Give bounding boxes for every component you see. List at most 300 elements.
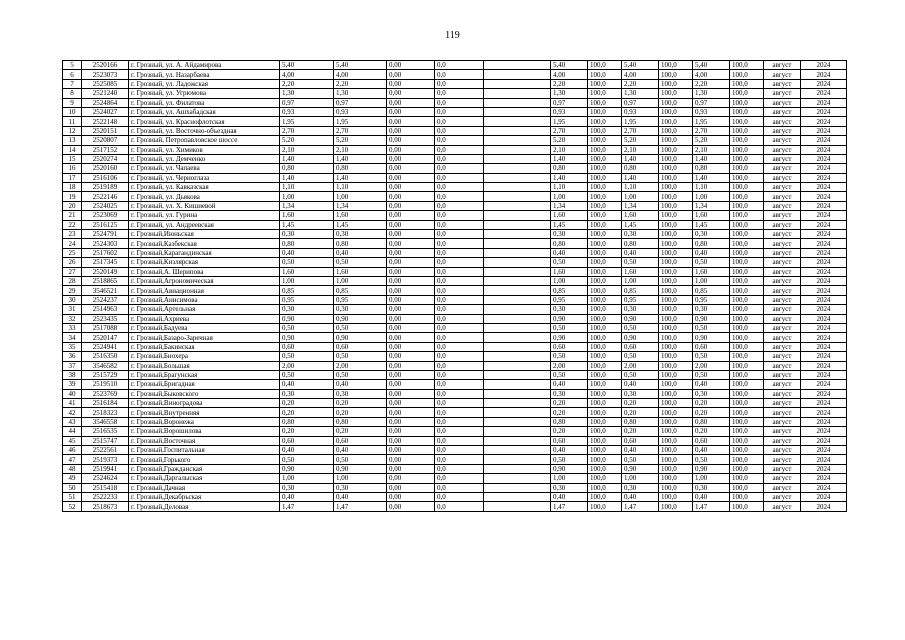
deficit-length-cell: 0,00 xyxy=(387,408,435,417)
final-percent-cell: 100,0 xyxy=(730,211,764,220)
final-percent-cell: 100,0 xyxy=(730,342,764,351)
normative-length-cell: 0,50 xyxy=(622,370,659,379)
compliant-percent-cell: 100,0 xyxy=(588,173,622,182)
deficit-percent-cell: 0,0 xyxy=(435,220,484,229)
road-code-cell: 2516106 xyxy=(82,173,129,182)
month-cell: август xyxy=(764,239,801,248)
normative-percent-cell: 100,0 xyxy=(659,220,693,229)
row-number-cell: 34 xyxy=(63,333,82,342)
address-cell: г. Грозный,Анисимова xyxy=(129,295,280,304)
address-cell: г. Грозный, ул. Филатова xyxy=(129,98,280,107)
length-cell: 0,60 xyxy=(334,342,387,351)
normative-percent-cell: 100,0 xyxy=(659,70,693,79)
empty-cell xyxy=(484,323,551,332)
final-length-cell: 0,80 xyxy=(693,164,730,173)
year-cell: 2024 xyxy=(801,79,847,88)
normative-percent-cell: 100,0 xyxy=(659,79,693,88)
year-cell: 2024 xyxy=(801,183,847,192)
deficit-length-cell: 0,00 xyxy=(387,107,435,116)
normative-length-cell: 4,00 xyxy=(622,70,659,79)
compliant-length-cell: 0,30 xyxy=(551,483,588,492)
final-length-cell: 0,50 xyxy=(693,370,730,379)
empty-cell xyxy=(484,342,551,351)
road-code-cell: 2523073 xyxy=(82,70,129,79)
year-cell: 2024 xyxy=(801,446,847,455)
deficit-percent-cell: 0,0 xyxy=(435,117,484,126)
normative-length-cell: 0,40 xyxy=(622,248,659,257)
row-number-cell: 51 xyxy=(63,492,82,501)
normative-length-cell: 1,47 xyxy=(622,502,659,511)
empty-cell xyxy=(484,145,551,154)
deficit-length-cell: 0,00 xyxy=(387,79,435,88)
table-row xyxy=(63,117,847,126)
final-length-cell: 0,20 xyxy=(693,427,730,436)
row-number-cell: 32 xyxy=(63,314,82,323)
compliant-length-cell: 0,20 xyxy=(551,408,588,417)
table-row xyxy=(63,145,847,154)
road-code-cell: 2521240 xyxy=(82,89,129,98)
empty-cell xyxy=(484,173,551,182)
normative-percent-cell: 100,0 xyxy=(659,502,693,511)
empty-cell xyxy=(484,305,551,314)
road-code-cell: 2523435 xyxy=(82,314,129,323)
compliant-percent-cell: 100,0 xyxy=(588,126,622,135)
compliant-percent-cell: 100,0 xyxy=(588,89,622,98)
normative-length-cell: 1,00 xyxy=(622,192,659,201)
month-cell: август xyxy=(764,136,801,145)
length-cell: 1,00 xyxy=(334,474,387,483)
table-row xyxy=(63,201,847,210)
year-cell: 2024 xyxy=(801,154,847,163)
table-row xyxy=(63,408,847,417)
compliant-percent-cell: 100,0 xyxy=(588,361,622,370)
deficit-length-cell: 0,00 xyxy=(387,154,435,163)
address-cell: г. Грозный,Бакинская xyxy=(129,342,280,351)
month-cell: август xyxy=(764,352,801,361)
total-length-cell: 0,97 xyxy=(280,98,334,107)
final-length-cell: 0,80 xyxy=(693,417,730,426)
compliant-percent-cell: 100,0 xyxy=(588,474,622,483)
normative-length-cell: 0,85 xyxy=(622,286,659,295)
empty-cell xyxy=(484,267,551,276)
normative-percent-cell: 100,0 xyxy=(659,427,693,436)
year-cell: 2024 xyxy=(801,417,847,426)
road-code-cell: 2517602 xyxy=(82,248,129,257)
final-percent-cell: 100,0 xyxy=(730,230,764,239)
final-length-cell: 5,20 xyxy=(693,136,730,145)
address-cell: г. Грозный, ул. Угрюмова xyxy=(129,89,280,98)
total-length-cell: 1,40 xyxy=(280,173,334,182)
compliant-percent-cell: 100,0 xyxy=(588,239,622,248)
address-cell: г. Грозный,Артельная xyxy=(129,305,280,314)
compliant-length-cell: 0,20 xyxy=(551,399,588,408)
normative-percent-cell: 100,0 xyxy=(659,267,693,276)
year-cell: 2024 xyxy=(801,380,847,389)
normative-percent-cell: 100,0 xyxy=(659,295,693,304)
month-cell: август xyxy=(764,145,801,154)
compliant-percent-cell: 100,0 xyxy=(588,446,622,455)
compliant-length-cell: 1,00 xyxy=(551,474,588,483)
final-length-cell: 0,30 xyxy=(693,483,730,492)
row-number-cell: 40 xyxy=(63,389,82,398)
normative-percent-cell: 100,0 xyxy=(659,446,693,455)
total-length-cell: 0,40 xyxy=(280,248,334,257)
address-cell: г. Грозный,Внутренняя xyxy=(129,408,280,417)
deficit-length-cell: 0,00 xyxy=(387,145,435,154)
compliant-percent-cell: 100,0 xyxy=(588,333,622,342)
month-cell: август xyxy=(764,502,801,511)
deficit-percent-cell: 0,0 xyxy=(435,417,484,426)
address-cell: г. Грозный,Декабрьская xyxy=(129,492,280,501)
length-cell: 0,30 xyxy=(334,305,387,314)
normative-length-cell: 0,20 xyxy=(622,408,659,417)
length-cell: 0,50 xyxy=(334,370,387,379)
compliant-length-cell: 0,90 xyxy=(551,333,588,342)
deficit-length-cell: 0,00 xyxy=(387,211,435,220)
address-cell: г. Грозный,Ахриева xyxy=(129,314,280,323)
month-cell: август xyxy=(764,295,801,304)
compliant-percent-cell: 100,0 xyxy=(588,502,622,511)
address-cell: г. Грозный,Горького xyxy=(129,455,280,464)
compliant-length-cell: 0,30 xyxy=(551,389,588,398)
address-cell: г. Грозный, ул. Назарбаева xyxy=(129,70,280,79)
final-length-cell: 0,90 xyxy=(693,464,730,473)
compliant-percent-cell: 100,0 xyxy=(588,164,622,173)
row-number-cell: 18 xyxy=(63,183,82,192)
deficit-percent-cell: 0,0 xyxy=(435,211,484,220)
row-number-cell: 25 xyxy=(63,248,82,257)
table-row xyxy=(63,361,847,370)
total-length-cell: 0,50 xyxy=(280,323,334,332)
month-cell: август xyxy=(764,446,801,455)
total-length-cell: 1,40 xyxy=(280,154,334,163)
row-number-cell: 35 xyxy=(63,342,82,351)
deficit-percent-cell: 0,0 xyxy=(435,192,484,201)
table-row xyxy=(63,492,847,501)
normative-percent-cell: 100,0 xyxy=(659,474,693,483)
normative-percent-cell: 100,0 xyxy=(659,483,693,492)
normative-percent-cell: 100,0 xyxy=(659,380,693,389)
table-row xyxy=(63,267,847,276)
empty-cell xyxy=(484,239,551,248)
length-cell: 1,34 xyxy=(334,201,387,210)
month-cell: август xyxy=(764,154,801,163)
road-code-cell: 2519510 xyxy=(82,380,129,389)
year-cell: 2024 xyxy=(801,164,847,173)
deficit-percent-cell: 0,0 xyxy=(435,314,484,323)
deficit-length-cell: 0,00 xyxy=(387,276,435,285)
deficit-length-cell: 0,00 xyxy=(387,201,435,210)
final-percent-cell: 100,0 xyxy=(730,474,764,483)
normative-percent-cell: 100,0 xyxy=(659,192,693,201)
compliant-percent-cell: 100,0 xyxy=(588,286,622,295)
row-number-cell: 33 xyxy=(63,323,82,332)
row-number-cell: 11 xyxy=(63,117,82,126)
normative-percent-cell: 100,0 xyxy=(659,126,693,135)
final-percent-cell: 100,0 xyxy=(730,154,764,163)
compliant-length-cell: 2,10 xyxy=(551,145,588,154)
road-code-cell: 2518323 xyxy=(82,408,129,417)
road-code-cell: 2520149 xyxy=(82,267,129,276)
compliant-length-cell: 0,97 xyxy=(551,98,588,107)
year-cell: 2024 xyxy=(801,352,847,361)
deficit-length-cell: 0,00 xyxy=(387,436,435,445)
final-length-cell: 0,20 xyxy=(693,399,730,408)
final-percent-cell: 100,0 xyxy=(730,79,764,88)
road-code-cell: 2517152 xyxy=(82,145,129,154)
row-number-cell: 17 xyxy=(63,173,82,182)
compliant-length-cell: 1,00 xyxy=(551,192,588,201)
road-code-cell: 2524624 xyxy=(82,474,129,483)
row-number-cell: 5 xyxy=(63,61,82,70)
deficit-length-cell: 0,00 xyxy=(387,474,435,483)
row-number-cell: 8 xyxy=(63,89,82,98)
deficit-percent-cell: 0,0 xyxy=(435,295,484,304)
road-code-cell: 2520166 xyxy=(82,61,129,70)
road-code-cell: 2520147 xyxy=(82,333,129,342)
address-cell: г. Грозный,Авиационная xyxy=(129,286,280,295)
year-cell: 2024 xyxy=(801,361,847,370)
final-length-cell: 0,97 xyxy=(693,98,730,107)
deficit-percent-cell: 0,0 xyxy=(435,173,484,182)
normative-length-cell: 1,95 xyxy=(622,117,659,126)
address-cell: г. Грозный,Восточная xyxy=(129,436,280,445)
total-length-cell: 0,20 xyxy=(280,427,334,436)
normative-length-cell: 1,60 xyxy=(622,211,659,220)
address-cell: г. Грозный, ул. Кавказская xyxy=(129,183,280,192)
normative-length-cell: 0,40 xyxy=(622,446,659,455)
deficit-percent-cell: 0,0 xyxy=(435,483,484,492)
final-percent-cell: 100,0 xyxy=(730,389,764,398)
year-cell: 2024 xyxy=(801,474,847,483)
row-number-cell: 50 xyxy=(63,483,82,492)
month-cell: август xyxy=(764,436,801,445)
final-percent-cell: 100,0 xyxy=(730,89,764,98)
month-cell: август xyxy=(764,126,801,135)
compliant-length-cell: 0,85 xyxy=(551,286,588,295)
road-code-cell: 2515747 xyxy=(82,436,129,445)
total-length-cell: 0,80 xyxy=(280,239,334,248)
table-row xyxy=(63,427,847,436)
deficit-length-cell: 0,00 xyxy=(387,352,435,361)
row-number-cell: 37 xyxy=(63,361,82,370)
compliant-percent-cell: 100,0 xyxy=(588,117,622,126)
normative-length-cell: 0,20 xyxy=(622,427,659,436)
normative-percent-cell: 100,0 xyxy=(659,314,693,323)
normative-percent-cell: 100,0 xyxy=(659,164,693,173)
length-cell: 1,47 xyxy=(334,502,387,511)
total-length-cell: 1,30 xyxy=(280,89,334,98)
total-length-cell: 2,70 xyxy=(280,126,334,135)
compliant-percent-cell: 100,0 xyxy=(588,323,622,332)
length-cell: 0,97 xyxy=(334,98,387,107)
year-cell: 2024 xyxy=(801,61,847,70)
address-cell: г. Грозный,Бригадная xyxy=(129,380,280,389)
month-cell: август xyxy=(764,342,801,351)
deficit-length-cell: 0,00 xyxy=(387,164,435,173)
empty-cell xyxy=(484,154,551,163)
normative-percent-cell: 100,0 xyxy=(659,258,693,267)
year-cell: 2024 xyxy=(801,70,847,79)
empty-cell xyxy=(484,258,551,267)
normative-length-cell: 1,10 xyxy=(622,183,659,192)
length-cell: 1,00 xyxy=(334,276,387,285)
compliant-length-cell: 4,00 xyxy=(551,70,588,79)
total-length-cell: 0,93 xyxy=(280,107,334,116)
compliant-length-cell: 0,50 xyxy=(551,455,588,464)
normative-percent-cell: 100,0 xyxy=(659,145,693,154)
deficit-percent-cell: 0,0 xyxy=(435,286,484,295)
compliant-percent-cell: 100,0 xyxy=(588,70,622,79)
table-body xyxy=(63,61,847,512)
road-code-cell: 2518865 xyxy=(82,276,129,285)
compliant-percent-cell: 100,0 xyxy=(588,295,622,304)
deficit-percent-cell: 0,0 xyxy=(435,342,484,351)
length-cell: 1,40 xyxy=(334,154,387,163)
address-cell: г. Грозный,Быковского xyxy=(129,389,280,398)
final-percent-cell: 100,0 xyxy=(730,295,764,304)
final-length-cell: 0,50 xyxy=(693,352,730,361)
month-cell: август xyxy=(764,98,801,107)
road-code-cell: 3546582 xyxy=(82,361,129,370)
month-cell: август xyxy=(764,211,801,220)
road-code-cell: 2524941 xyxy=(82,342,129,351)
final-length-cell: 1,95 xyxy=(693,117,730,126)
total-length-cell: 5,20 xyxy=(280,136,334,145)
address-cell: г. Грозный, ул. Чапаева xyxy=(129,164,280,173)
compliant-length-cell: 0,90 xyxy=(551,314,588,323)
compliant-length-cell: 0,50 xyxy=(551,323,588,332)
compliant-length-cell: 0,40 xyxy=(551,446,588,455)
final-percent-cell: 100,0 xyxy=(730,446,764,455)
compliant-percent-cell: 100,0 xyxy=(588,342,622,351)
table-row xyxy=(63,230,847,239)
deficit-percent-cell: 0,0 xyxy=(435,239,484,248)
address-cell: г. Грозный, ул. Восточно-объездная xyxy=(129,126,280,135)
final-percent-cell: 100,0 xyxy=(730,164,764,173)
address-cell: г. Грозный, Петропавловское шоссе xyxy=(129,136,280,145)
final-length-cell: 0,20 xyxy=(693,408,730,417)
empty-cell xyxy=(484,333,551,342)
deficit-percent-cell: 0,0 xyxy=(435,230,484,239)
final-length-cell: 0,50 xyxy=(693,455,730,464)
deficit-length-cell: 0,00 xyxy=(387,314,435,323)
empty-cell xyxy=(484,201,551,210)
road-code-cell: 2524303 xyxy=(82,239,129,248)
month-cell: август xyxy=(764,399,801,408)
total-length-cell: 0,20 xyxy=(280,399,334,408)
deficit-length-cell: 0,00 xyxy=(387,323,435,332)
month-cell: август xyxy=(764,70,801,79)
deficit-length-cell: 0,00 xyxy=(387,267,435,276)
normative-length-cell: 2,70 xyxy=(622,126,659,135)
normative-percent-cell: 100,0 xyxy=(659,136,693,145)
empty-cell xyxy=(484,427,551,436)
table-row xyxy=(63,399,847,408)
final-percent-cell: 100,0 xyxy=(730,502,764,511)
deficit-percent-cell: 0,0 xyxy=(435,145,484,154)
row-number-cell: 38 xyxy=(63,370,82,379)
compliant-length-cell: 0,40 xyxy=(551,380,588,389)
road-code-cell: 2516125 xyxy=(82,220,129,229)
normative-length-cell: 0,80 xyxy=(622,417,659,426)
final-length-cell: 0,30 xyxy=(693,230,730,239)
compliant-percent-cell: 100,0 xyxy=(588,136,622,145)
deficit-length-cell: 0,00 xyxy=(387,399,435,408)
month-cell: август xyxy=(764,314,801,323)
total-length-cell: 4,00 xyxy=(280,70,334,79)
table-row xyxy=(63,417,847,426)
row-number-cell: 42 xyxy=(63,408,82,417)
month-cell: август xyxy=(764,89,801,98)
total-length-cell: 5,40 xyxy=(280,61,334,70)
year-cell: 2024 xyxy=(801,399,847,408)
normative-percent-cell: 100,0 xyxy=(659,389,693,398)
road-code-cell: 2519189 xyxy=(82,183,129,192)
final-percent-cell: 100,0 xyxy=(730,314,764,323)
normative-length-cell: 0,80 xyxy=(622,239,659,248)
empty-cell xyxy=(484,295,551,304)
compliant-length-cell: 1,00 xyxy=(551,276,588,285)
month-cell: август xyxy=(764,117,801,126)
empty-cell xyxy=(484,408,551,417)
month-cell: август xyxy=(764,61,801,70)
normative-percent-cell: 100,0 xyxy=(659,117,693,126)
deficit-percent-cell: 0,0 xyxy=(435,70,484,79)
compliant-length-cell: 1,60 xyxy=(551,211,588,220)
year-cell: 2024 xyxy=(801,173,847,182)
deficit-percent-cell: 0,0 xyxy=(435,126,484,135)
year-cell: 2024 xyxy=(801,248,847,257)
row-number-cell: 45 xyxy=(63,436,82,445)
final-percent-cell: 100,0 xyxy=(730,183,764,192)
normative-percent-cell: 100,0 xyxy=(659,183,693,192)
compliant-percent-cell: 100,0 xyxy=(588,314,622,323)
final-length-cell: 2,10 xyxy=(693,145,730,154)
compliant-percent-cell: 100,0 xyxy=(588,427,622,436)
compliant-percent-cell: 100,0 xyxy=(588,258,622,267)
final-percent-cell: 100,0 xyxy=(730,492,764,501)
address-cell: г. Грозный, ул. Краснофлотская xyxy=(129,117,280,126)
row-number-cell: 14 xyxy=(63,145,82,154)
final-length-cell: 2,70 xyxy=(693,126,730,135)
empty-cell xyxy=(484,314,551,323)
normative-percent-cell: 100,0 xyxy=(659,107,693,116)
row-number-cell: 49 xyxy=(63,474,82,483)
final-length-cell: 0,93 xyxy=(693,107,730,116)
final-percent-cell: 100,0 xyxy=(730,370,764,379)
compliant-length-cell: 0,30 xyxy=(551,305,588,314)
deficit-length-cell: 0,00 xyxy=(387,417,435,426)
normative-percent-cell: 100,0 xyxy=(659,492,693,501)
year-cell: 2024 xyxy=(801,436,847,445)
normative-percent-cell: 100,0 xyxy=(659,173,693,182)
final-percent-cell: 100,0 xyxy=(730,333,764,342)
road-registry-table xyxy=(62,60,847,512)
deficit-length-cell: 0,00 xyxy=(387,136,435,145)
normative-percent-cell: 100,0 xyxy=(659,464,693,473)
empty-cell xyxy=(484,417,551,426)
final-length-cell: 2,00 xyxy=(693,361,730,370)
year-cell: 2024 xyxy=(801,483,847,492)
year-cell: 2024 xyxy=(801,230,847,239)
table-row xyxy=(63,333,847,342)
year-cell: 2024 xyxy=(801,89,847,98)
final-length-cell: 1,00 xyxy=(693,276,730,285)
empty-cell xyxy=(484,230,551,239)
address-cell: г. Грозный,Бнохера xyxy=(129,352,280,361)
year-cell: 2024 xyxy=(801,502,847,511)
